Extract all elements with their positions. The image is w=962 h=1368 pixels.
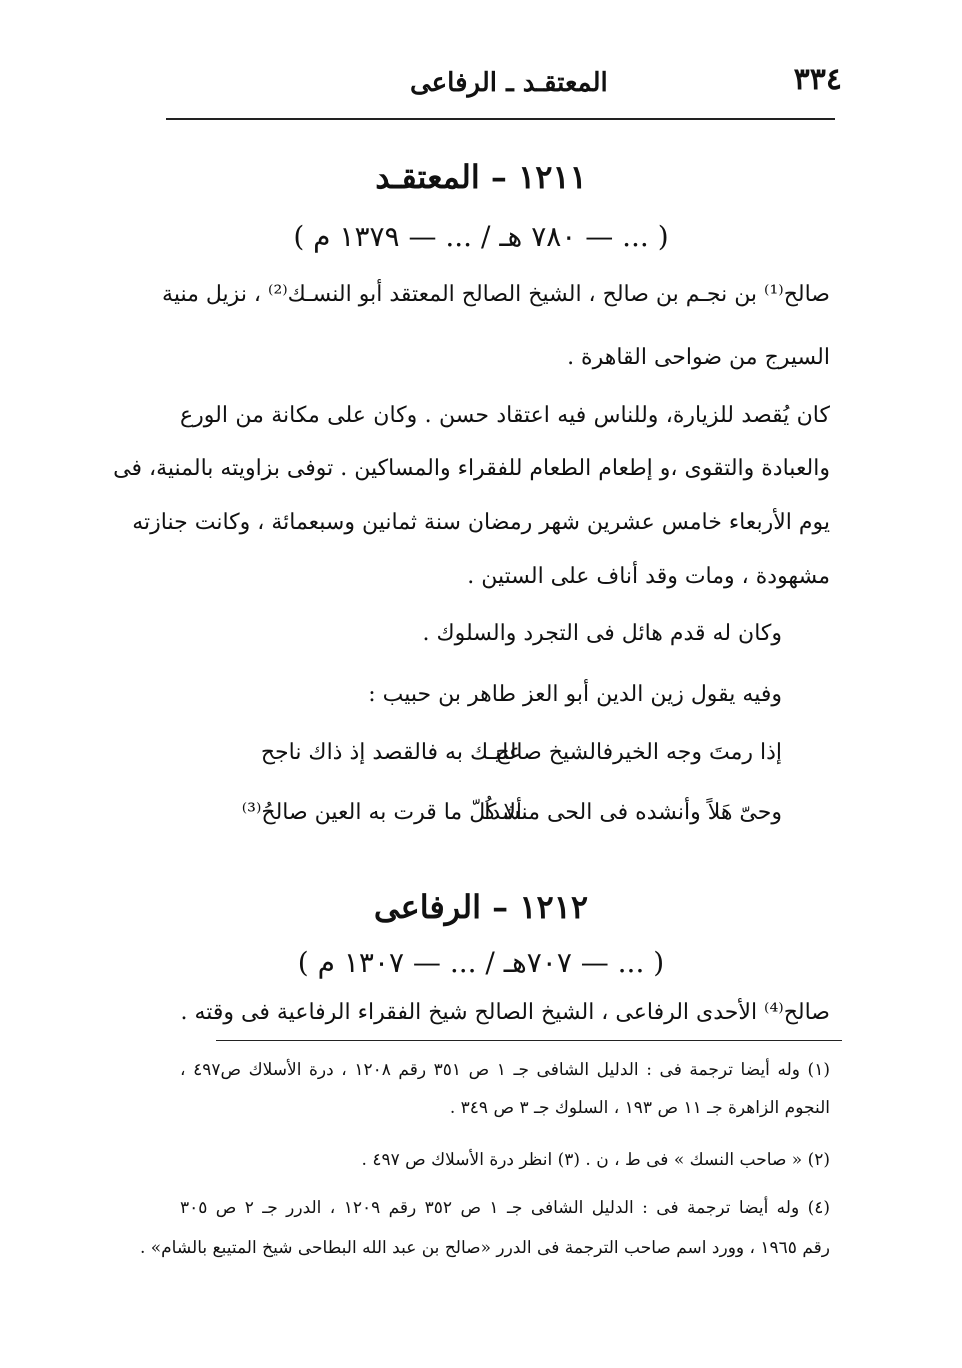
poem-verse-1-second-hemistich: عليـك به فالقصد إذ ذاك ناجح xyxy=(260,740,522,765)
text-line: والعبادة والتقوى ،و إطعام الطعام للفقراء والمساكين . توفى بزاويته بالمنية، فى xyxy=(113,456,830,481)
header-rule xyxy=(166,118,835,120)
text-line: يوم الأربعاء خامس عشرين شهر رمضان سنة ثمانين وسبعمائة ، وكانت جنازته xyxy=(132,510,830,535)
text-line: السيرج من ضواحى القاهرة . xyxy=(567,345,830,370)
entry-dates-1212: ( ... — ٧٠٧هـ / ... — ١٣٠٧ م ) xyxy=(297,946,665,979)
footnote-line: (٤) وله أيضا ترجمة فى : الدليل الشافى جـ ١ ص ٣٥٢ رقم ١٢٠٩ ، الدرر جـ ٢ ص ٣٠٥ xyxy=(180,1198,830,1218)
footnote-line: رقم ١٩٦٥ ، وورد اسم صاحب الترجمة فى الدرر «صالح بن عبد الله البطاحى شيخ المتيبع بالشام» . xyxy=(139,1238,830,1258)
entry-dates-1211: ( ... — ٧٨٠ هـ / ... — ١٣٧٩ م ) xyxy=(293,220,669,253)
text-line: صالح⁽¹⁾ بن نجـم بن صالح ، الشيخ الصالح المعتقد أبو النسـك⁽²⁾ ، نزيل منية xyxy=(162,282,830,307)
poem-verse-2-first-hemistich: وحىّ هَلاً وأنشده فى الحى منشدا xyxy=(484,800,782,825)
running-title: المعتقـد ـ الرفاعى xyxy=(410,68,608,98)
footnote-line: (١) وله أيضا ترجمة فى : الدليل الشافى جـ ١ ص ٣٥١ رقم ١٢٠٨ ، درة الأسلاك ص٤٩٧ ، xyxy=(180,1060,830,1080)
footnote-line: النجوم الزاهرة جـ ١١ ص ١٩٣ ، السلوك جـ ٣ ص ٣٤٩ . xyxy=(449,1098,830,1118)
poem-verse-1-first-hemistich: إذا رمتَ وجه الخيرفالشيخ صالح xyxy=(495,740,782,765)
text-line: وكان له قدم هائل فى التجرد والسلوك . xyxy=(422,621,782,646)
text-line: مشهودة ، ومات وقد أناف على الستين . xyxy=(467,564,830,589)
poem-verse-2-second-hemistich: ألا كُلّ ما قرت به العين صالحُ⁽³⁾ xyxy=(241,800,522,825)
text-line: صالح⁽⁴⁾ الأحدى الرفاعى ، الشيخ الصالح شيخ الفقراء الرفاعية فى وقته . xyxy=(180,1000,830,1025)
footnote-rule xyxy=(216,1040,842,1041)
entry-heading-1211: ١٢١١ – المعتقـد xyxy=(375,158,587,196)
footnote-line: (٢) « صاحب النسك » فى ط ، ن . (٣) انظر درة الأسلاك ص ٤٩٧ . xyxy=(361,1150,830,1170)
entry-heading-1212: ١٢١٢ – الرفاعى xyxy=(373,888,589,926)
text-line: وفيه يقول زين الدين أبو العز طاهر بن حبيب : xyxy=(368,682,782,707)
page-number: ٣٣٤ xyxy=(793,62,842,97)
text-line: كان يُقصد للزيارة، وللناس فيه اعتقاد حسن . وكان على مكانة من الورع xyxy=(180,403,830,428)
